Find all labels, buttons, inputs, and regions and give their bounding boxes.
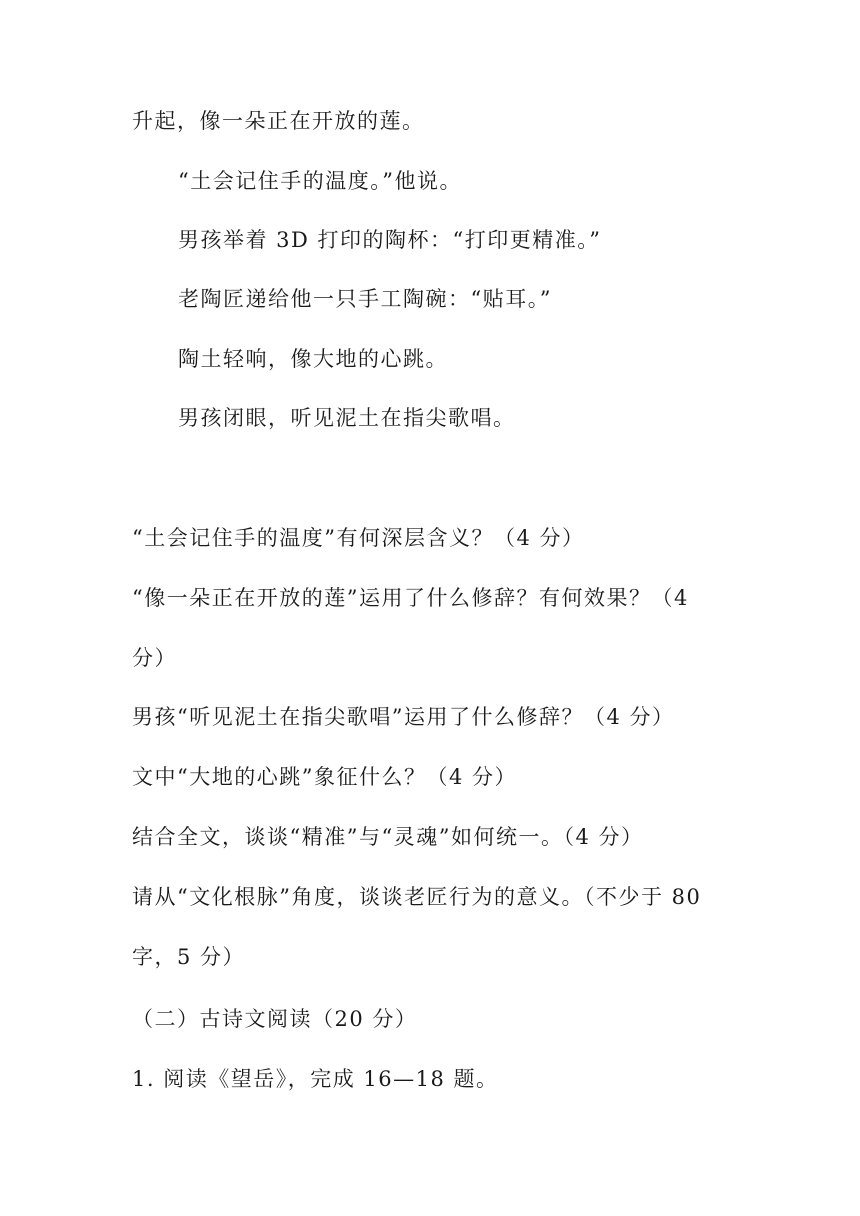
story-line-2: “土会记住手的温度。”他说。 <box>178 169 462 193</box>
story-line-1: 升起，像一朵正在开放的莲。 <box>132 109 425 133</box>
question-4: 文中“大地的心跳”象征什么？（4 分） <box>132 765 518 789</box>
section-heading: （二）古诗文阅读（20 分） <box>132 1007 418 1031</box>
question-5: 结合全文，谈谈“精准”与“灵魂”如何统一。（4 分） <box>132 825 644 849</box>
story-line-3: 男孩举着 3D 打印的陶杯：“打印更精准。” <box>178 228 602 252</box>
question-2-line-2: 分） <box>132 646 177 670</box>
section-item: 1. 阅读《望岳》，完成 16—18 题。 <box>132 1067 499 1091</box>
question-6-line-1: 请从“文化根脉”角度，谈谈老匠行为的意义。（不少于 80 <box>132 885 702 909</box>
question-3: 男孩“听见泥土在指尖歌唱”运用了什么修辞？（4 分） <box>132 705 675 729</box>
question-6-line-2: 字，5 分） <box>132 945 246 969</box>
question-1: “土会记住手的温度”有何深层含义？（4 分） <box>132 526 585 550</box>
story-line-4: 老陶匠递给他一只手工陶碗：“贴耳。” <box>178 287 552 311</box>
question-2-line-1: “像一朵正在开放的莲”运用了什么修辞？有何效果？（4 <box>132 586 689 610</box>
story-line-6: 男孩闭眼，听见泥土在指尖歌唱。 <box>178 406 516 430</box>
story-line-5: 陶土轻响，像大地的心跳。 <box>178 347 448 371</box>
